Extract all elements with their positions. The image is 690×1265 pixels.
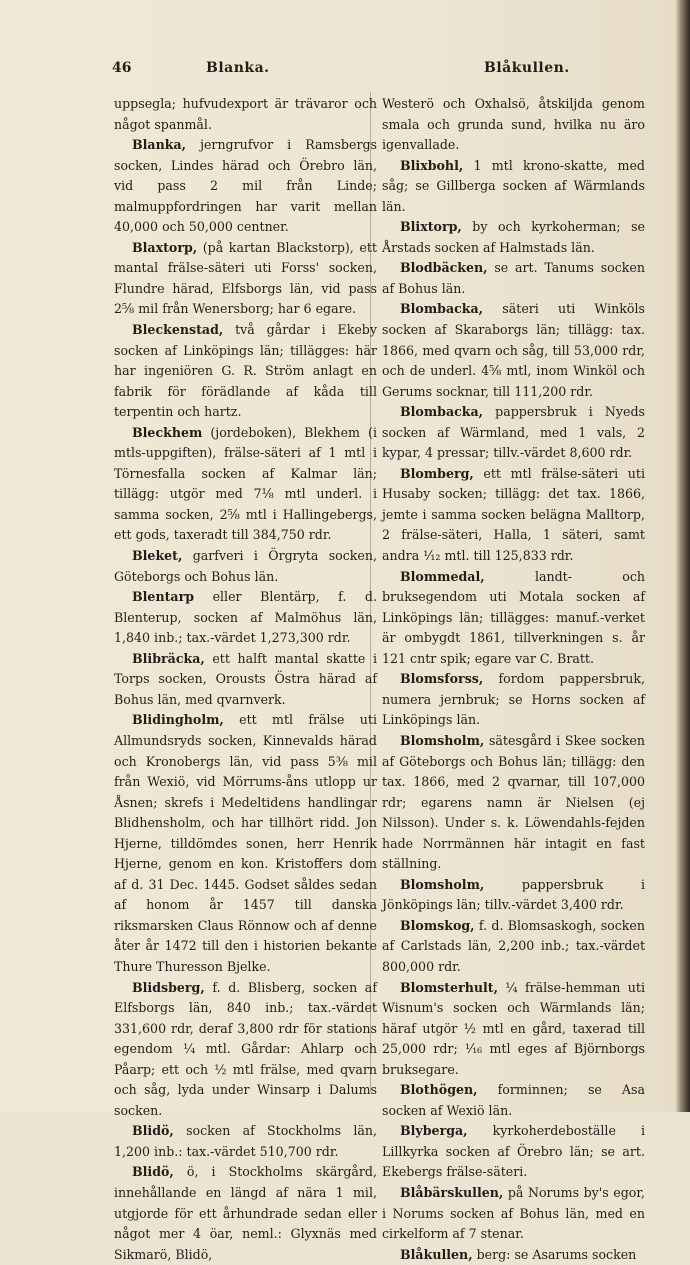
entry-headword: Blibräcka, — [132, 650, 205, 666]
entry-text: ett mtl frälse uti Allmundsryds socken, Kinnevalds härad och Kronobergs län, vid pass 5⅜ mil från Wexiö, vid Mörrums-åns utlopp ur Åsnen; skrefs i Medeltidens handlingar Blidhensholm, och har tillhört ridd. Jon Hjerne, tilldömdes sonen, herr Henrik Hjerne, genom en kon. Kristoffers dom af d. 31 Dec. 1445. Godset såldes sedan af honom år 1457 till danska riksmarsken Claus Rönnow och af denne åter år 1472 till den i historien bekante Thure Thuresson Bjelke. — [114, 712, 377, 974]
entry-text: garfveri i Örgryta socken, Göteborgs och Bohus län. — [114, 548, 377, 584]
entry-headword: Bleckhem — [132, 424, 203, 440]
entry-text: säteri uti Winköls socken af Skaraborgs län; tillägg: tax. 1866, med qvarn och såg, till 53,000 rdr, och de underl. 4⅝ mtl, inom Winköl och Gerums socknar, till 111,200 rdr. — [382, 301, 645, 399]
dictionary-entry — [382, 402, 645, 464]
dictionary-entry — [382, 1080, 645, 1121]
entry-text: uppsegla; hufvudexport är trävaror och något spanmål. — [114, 96, 377, 132]
entry-headword: Blidsberg, — [132, 979, 205, 995]
dictionary-entry — [114, 1121, 377, 1162]
entry-text: 1 mtl krono-skatte, med såg; se Gillberga socken af Wärmlands län. — [382, 157, 645, 214]
dictionary-entry — [114, 1162, 377, 1265]
entry-text: på Norums by's egor, i Norums socken af Bohus län, med en cirkelform af 7 stenar. — [382, 1184, 645, 1242]
dictionary-entry — [382, 567, 645, 670]
entry-text: kyrkoherdeboställe i Lillkyrka socken af Örebro län; se art. Ekebergs frälse-säteri. — [382, 1123, 645, 1180]
dictionary-entry — [114, 546, 377, 587]
entry-headword: Blothögen, — [400, 1082, 478, 1098]
entry-text: landt- och bruksegendom uti Motala socken af Linköpings län; tillägges: manuf.-verket är ombygdt 1861, tillverkningen s. år 121 cntr spik; egare var C. Bratt. — [382, 568, 645, 666]
entry-headword: Blomsterhult, — [400, 979, 499, 995]
entry-text: (på kartan Blackstorp), ett mantal frälse-säteri uti Forss' socken, Flundre härad, Elfsborgs län, vid pass 2⅝ mil från Wenersborg; har 6 egare. — [114, 239, 377, 317]
dictionary-entry — [114, 423, 377, 546]
running-header — [112, 56, 652, 82]
dictionary-entry — [382, 669, 645, 731]
dictionary-entry — [382, 731, 645, 875]
dictionary-entry — [382, 156, 645, 218]
entry-text: pappersbruk i Nyeds socken af Wärmland, med 1 vals, 2 kypar, 4 pressar; tillv.-värdet 8,600 rdr. — [382, 404, 645, 461]
continued-entry — [114, 94, 377, 135]
dictionary-entry — [114, 710, 377, 977]
entry-text: ö, i Stockholms skärgård, innehållande en längd af nära 1 mil, utgjorde för ett århundrade sedan eller något mer 4 öar, neml.: Glyxnäs med Sikmarö, Blidö, — [114, 1164, 377, 1262]
entry-text: (jordeboken), Blekhem (i mtls-uppgiften), frälse-säteri af 1 mtl i Törnesfalla socken af Kalmar län; tillägg: utgör med 7⅛ mtl underl. i samma socken, 2⅝ mtl i Hallingebergs, ett gods, taxeradt till 384,750 rdr. — [114, 424, 377, 543]
right-column — [382, 94, 645, 1262]
dictionary-entry — [382, 258, 645, 299]
entry-text: se art. Tanums socken af Bohus län. — [382, 260, 645, 296]
right-heading: Blåkullen. — [484, 60, 570, 76]
entry-headword: Blidö, — [132, 1164, 174, 1180]
entry-headword: Blixtorp, — [400, 219, 462, 235]
entry-headword: Bleckenstad, — [132, 322, 224, 338]
entry-headword: Blomskog, — [400, 917, 475, 933]
entry-text: forminnen; se Asa socken af Wexiö län. — [382, 1082, 645, 1118]
dictionary-entry — [114, 649, 377, 711]
entry-headword: Blixbohl, — [400, 157, 464, 173]
dictionary-entry — [382, 1245, 645, 1265]
entry-text: socken af Stockholms län, 1,200 inb.: tax.-värdet 510,700 rdr. — [114, 1123, 377, 1159]
left-heading: Blanka. — [206, 60, 270, 76]
entry-headword: Blanka, — [132, 137, 187, 153]
dictionary-entry — [114, 978, 377, 1122]
entry-headword: Blomsholm, — [400, 876, 485, 892]
entry-text: eller Blentärp, f. d. Blenterup, socken af Malmöhus län, 1,840 inb.; tax.-värdet 1,273,300 rdr. — [114, 589, 377, 646]
entry-text: ¼ frälse-hemman uti Wisnum's socken och Wärmlands län; häraf utgör ½ mtl en gård, taxerad till 25,000 rdr; ¹⁄₁₆ mtl eges af Björnborgs bruksegare. — [382, 979, 645, 1077]
entry-headword: Blyberga, — [400, 1123, 468, 1139]
dictionary-entry — [382, 916, 645, 978]
entry-headword: Blåkullen, — [400, 1246, 473, 1262]
entry-headword: Blombacka, — [400, 404, 484, 420]
left-column — [114, 94, 377, 1262]
dictionary-entry — [382, 1183, 645, 1245]
continued-entry — [382, 94, 645, 156]
entry-text: pappersbruk i Jönköpings län; tillv.-värdet 3,400 rdr. — [382, 876, 645, 913]
entry-text: fordom pappersbruk, numera jernbruk; se Horns socken af Linköpings län. — [382, 671, 645, 728]
entry-headword: Blommedal, — [400, 568, 485, 584]
entry-headword: Blidö, — [132, 1123, 174, 1139]
dictionary-entry — [382, 1121, 645, 1183]
entry-headword: Blomsforss, — [400, 671, 484, 687]
dictionary-entry — [382, 217, 645, 258]
entry-headword: Blombacka, — [400, 301, 484, 317]
entry-text: berg: se Asarums socken — [476, 1246, 637, 1262]
entry-headword: Blomsholm, — [400, 732, 485, 748]
entry-headword: Blodbäcken, — [400, 260, 488, 276]
dictionary-entry — [114, 587, 377, 649]
entry-text: jerngrufvor i Ramsbergs socken, Lindes härad och Örebro län, vid pass 2 mil från Linde; malmuppfordringen har varit mellan 40,000 och 50,000 centner. — [114, 137, 377, 235]
entry-headword: Blomberg, — [400, 465, 474, 481]
entry-text: två gårdar i Ekeby socken af Linköpings län; tillägges: här har ingeniören G. R. Ström anlagt en fabrik för förädlande af kåda till terpentin och hartz. — [114, 322, 377, 420]
entry-headword: Blentarp — [132, 589, 195, 605]
dictionary-entry — [114, 135, 377, 238]
dictionary-entry — [382, 464, 645, 567]
entry-headword: Bleket, — [132, 548, 183, 564]
entry-text: f. d. Blomsaskogh, socken af Carlstads län, 2,200 inb.; tax.-värdet 800,000 rdr. — [382, 917, 645, 974]
entry-headword: Blåbärskullen, — [400, 1184, 504, 1200]
entry-text: by och kyrkoherman; se Årstads socken af Halmstads län. — [382, 219, 645, 255]
page-number: 46 — [112, 60, 132, 76]
entry-text: Westerö och Oxhalsö, åtskiljda genom smala och grunda sund, hvilka nu äro igenvallade. — [382, 96, 645, 153]
dictionary-entry — [382, 875, 645, 916]
dictionary-entry — [382, 978, 645, 1081]
entry-text: sätesgård i Skee socken af Göteborgs och Bohus län; tillägg: den tax. 1866, med 2 qvarnar, till 107,000 rdr; egarens namn är Nielsen (ej Nilsson). Under s. k. Löwendahls-fejden hade Norrmännen här intagit en fast ställning. — [382, 732, 645, 872]
entry-headword: Blidingholm, — [132, 712, 224, 728]
entry-text: ett halft mantal skatte i Torps socken, Orousts Östra härad af Bohus län, med qvarnverk. — [114, 650, 377, 707]
dictionary-entry — [382, 299, 645, 402]
page-edge — [676, 0, 690, 1112]
dictionary-entry — [114, 320, 377, 423]
entry-text: f. d. Blisberg, socken af Elfsborgs län, 840 inb.; tax.-värdet 331,600 rdr, deraf 3,800 rdr för stations egendom ¼ mtl. Gårdar: Ahlarp och Påarp; ett och ½ mtl frälse, med qvarn och såg, lyda under Winsarp i Dalums socken. — [114, 979, 377, 1118]
dictionary-entry — [114, 238, 377, 320]
entry-headword: Blaxtorp, — [132, 239, 198, 255]
entry-text: ett mtl frälse-säteri uti Husaby socken; tillägg: det tax. 1866, jemte i samma socken belägna Malltorp, 2 frälse-säteri, Halla, 1 säteri, samt andra ¹⁄₁₂ mtl. till 125,833 rdr. — [382, 465, 645, 564]
